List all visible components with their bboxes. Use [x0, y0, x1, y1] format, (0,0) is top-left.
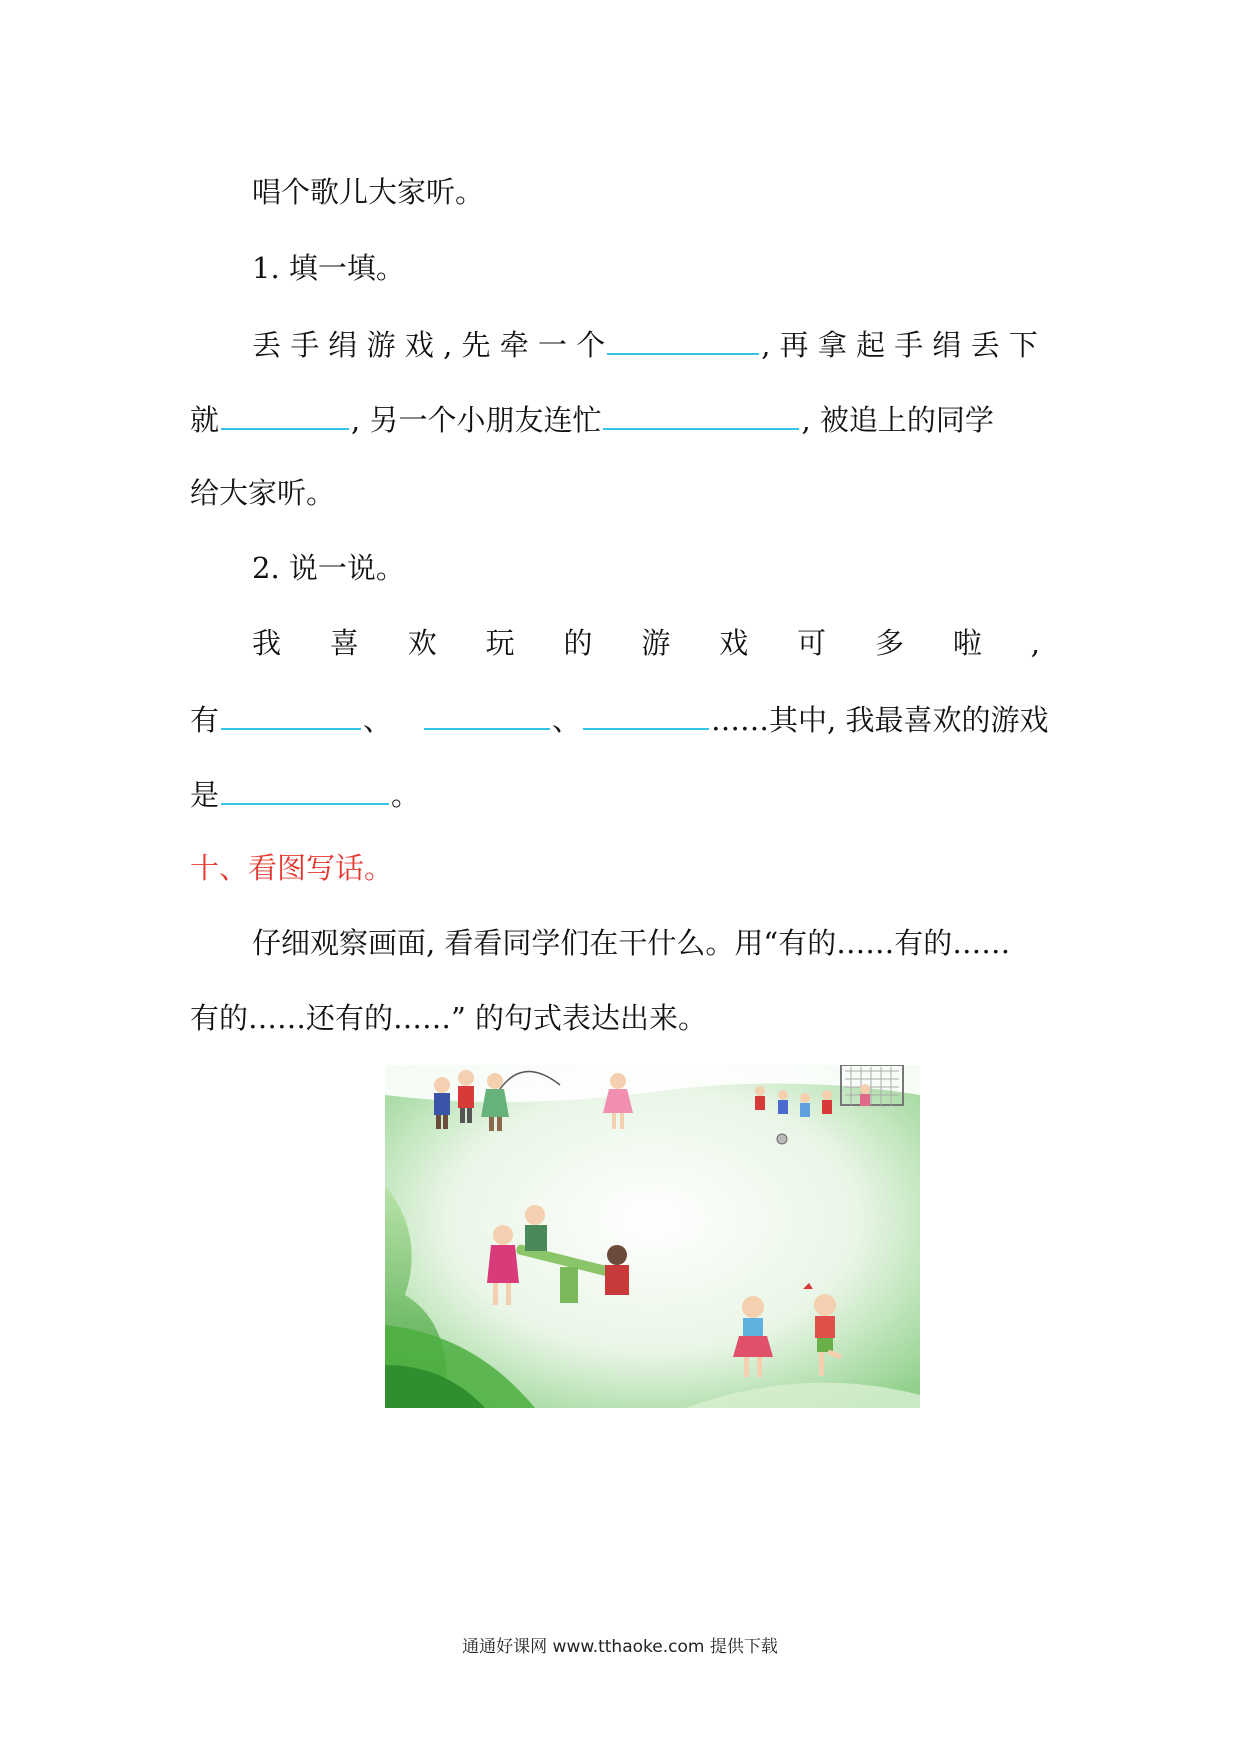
playground-illustration	[385, 1065, 920, 1408]
answer-blank[interactable]	[603, 398, 799, 430]
q2-char: 我	[252, 626, 282, 660]
q2-char: ,	[1030, 626, 1040, 660]
q1-line1-start: 丢 手 绢 游 戏 , 先 牵 一 个	[252, 328, 606, 362]
q1-line3: 给大家听。	[190, 476, 336, 510]
q2-char: 多	[875, 626, 905, 660]
q2-char: 欢	[407, 626, 437, 660]
q2-char: 玩	[485, 626, 515, 660]
section10-instruction-2: 有的……还有的……” 的句式表达出来。	[190, 1001, 708, 1035]
q2-line2	[190, 698, 1050, 740]
answer-blank[interactable]	[221, 698, 361, 730]
q1-line2-start: 就	[190, 403, 220, 437]
q2-line2-start: 有	[190, 703, 220, 737]
section10-instruction-1: 仔细观察画面, 看看同学们在干什么。用“有的……有的……	[252, 926, 1011, 960]
q1-line1	[252, 323, 1112, 365]
q2-line2-end: ……其中, 我最喜欢的游戏	[711, 703, 1049, 737]
poem-last-line: 唱个歌儿大家听。	[252, 175, 485, 209]
answer-blank[interactable]	[583, 698, 709, 730]
q2-char: 戏	[719, 626, 749, 660]
q2-line3-end: 。	[391, 778, 421, 812]
answer-blank[interactable]	[607, 323, 759, 355]
q2-char: 游	[641, 626, 671, 660]
q2-char: 的	[563, 626, 593, 660]
q1-line2-mid: , 另一个小朋友连忙	[351, 403, 602, 437]
q1-line2-end: , 被追上的同学	[801, 403, 994, 437]
section10-heading: 十、看图写话。	[190, 851, 394, 885]
q2-line3-start: 是	[190, 778, 220, 812]
q2-line1	[252, 623, 1040, 663]
q2-char: 啦	[952, 626, 982, 660]
q2-char: 喜	[329, 626, 359, 660]
q1-line1-end: , 再 拿 起 手 绢 丢 下	[761, 328, 1038, 362]
answer-blank[interactable]	[221, 398, 349, 430]
q1-title: 1. 填一填。	[252, 251, 405, 285]
q2-line3	[190, 773, 1050, 815]
answer-blank[interactable]	[424, 698, 550, 730]
q2-sep: 、	[363, 703, 393, 737]
q2-char: 可	[797, 626, 827, 660]
q2-title: 2. 说一说。	[252, 551, 405, 585]
q2-sep: 、	[552, 703, 582, 737]
answer-blank[interactable]	[221, 773, 389, 805]
footer-credit: 通通好课网 www.tthaoke.com 提供下载	[462, 1637, 778, 1657]
q1-line2	[190, 398, 1050, 440]
